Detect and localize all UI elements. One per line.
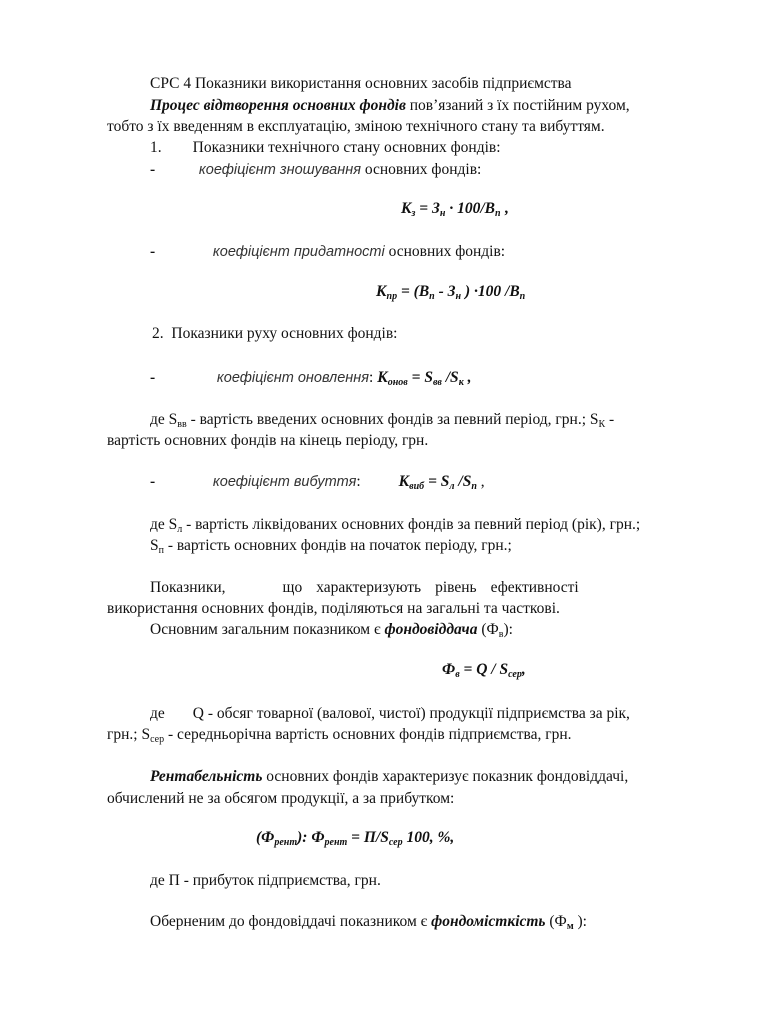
profitability-term: Рентабельність xyxy=(150,768,263,785)
capital-productivity-description-1: де Q - обсяг товарної (валової, чистої) продукції підприємства за рік, xyxy=(150,705,630,722)
formula-profitability: $(Ф_{рент})$: $Ф_{рент} = П/S_{сер}$ 100, %, xyxy=(256,829,455,848)
formula-retirement: $К_{виб} = S_л$ $/S_п$ xyxy=(398,473,477,492)
efficiency-line-2: використання основних фондів, поділяються на загальні та часткові. xyxy=(107,600,560,617)
profit-description: де П - прибуток підприємства, грн. xyxy=(150,872,381,889)
item-renewal-coefficient: - коефіцієнт оновлення: $К_{онов} = S_{вв}$ $/S_к$ , xyxy=(150,369,472,388)
retirement-description-2: $S_п$ - вартість основних фондів на початок періоду, грн.; xyxy=(150,537,512,556)
inverse-indicator-line: Оберненим до фондовіддачі показником є фондомісткість ($Ф_м$ ): xyxy=(150,913,587,932)
intro-line-2: тобто з їх введенням в експлуатацію, зміною технічного стану та вибуттям. xyxy=(107,118,605,135)
retirement-term: коефіцієнт вибуття xyxy=(212,474,357,490)
formula-wear: $К_з = З_н \cdot 100/В_п$ , xyxy=(401,200,509,219)
formula-fitness: $К_{пр} = (В_п - З_н$ ) ·100 $/В_п$ xyxy=(376,283,526,302)
main-indicator-line: Основним загальним показником є фондовіддача $(Ф_в)$: xyxy=(150,621,513,640)
section-2-heading: 2. Показники руху основних фондів: xyxy=(152,325,398,342)
retirement-description-1: де $S_л$ - вартість ліквідованих основних фондів за певний період (рік), грн.; xyxy=(150,516,641,535)
profitability-line-2: обчислений не за обсягом продукції, а за прибутком: xyxy=(107,790,455,807)
fitness-term: коефіцієнт придатності xyxy=(212,244,385,260)
item-retirement-coefficient: - коефіцієнт вибуття: $К_{виб} = S_л$ $/S_п$ , xyxy=(150,473,485,492)
renewal-term: коефіцієнт оновлення xyxy=(216,370,369,386)
section-1-heading: 1. Показники технічного стану основних фондів: xyxy=(150,139,501,156)
renewal-description-2: вартість основних фондів на кінець періоду, грн. xyxy=(107,432,429,449)
capital-productivity-term: фондовіддача xyxy=(384,621,478,638)
formula-renewal: $К_{онов} = S_{вв}$ $/S_к$ , xyxy=(377,369,472,388)
document-title: СРС 4 Показники використання основних засобів підприємства xyxy=(150,75,572,92)
capital-productivity-description-2: грн.; $S_{сер}$ - середньорічна вартість основних фондів підприємства, грн. xyxy=(107,726,572,745)
formula-capital-productivity: $Ф_в = Q / S_{сер}$, xyxy=(442,661,526,680)
capital-intensity-term: фондомісткість xyxy=(431,913,546,930)
item-fitness-coefficient: - коефіцієнт придатності основних фондів: xyxy=(150,243,506,260)
efficiency-line-1: Показники, що характеризують рівень ефективності xyxy=(150,579,579,596)
intro-line-1: Процес відтворення основних фондів пов’язаний з їх постійним рухом, xyxy=(150,97,630,114)
item-wear-coefficient: - коефіцієнт зношування основних фондів: xyxy=(150,161,482,178)
wear-term: коефіцієнт зношування xyxy=(198,162,361,178)
intro-term: Процес відтворення основних фондів xyxy=(150,97,406,114)
renewal-description-1: де $S_{вв}$ - вартість введених основних фондів за певний період, грн.; $S_К$ - xyxy=(150,411,615,430)
profitability-line-1: Рентабельність основних фондів характеризує показник фондовіддачі, xyxy=(150,768,629,785)
